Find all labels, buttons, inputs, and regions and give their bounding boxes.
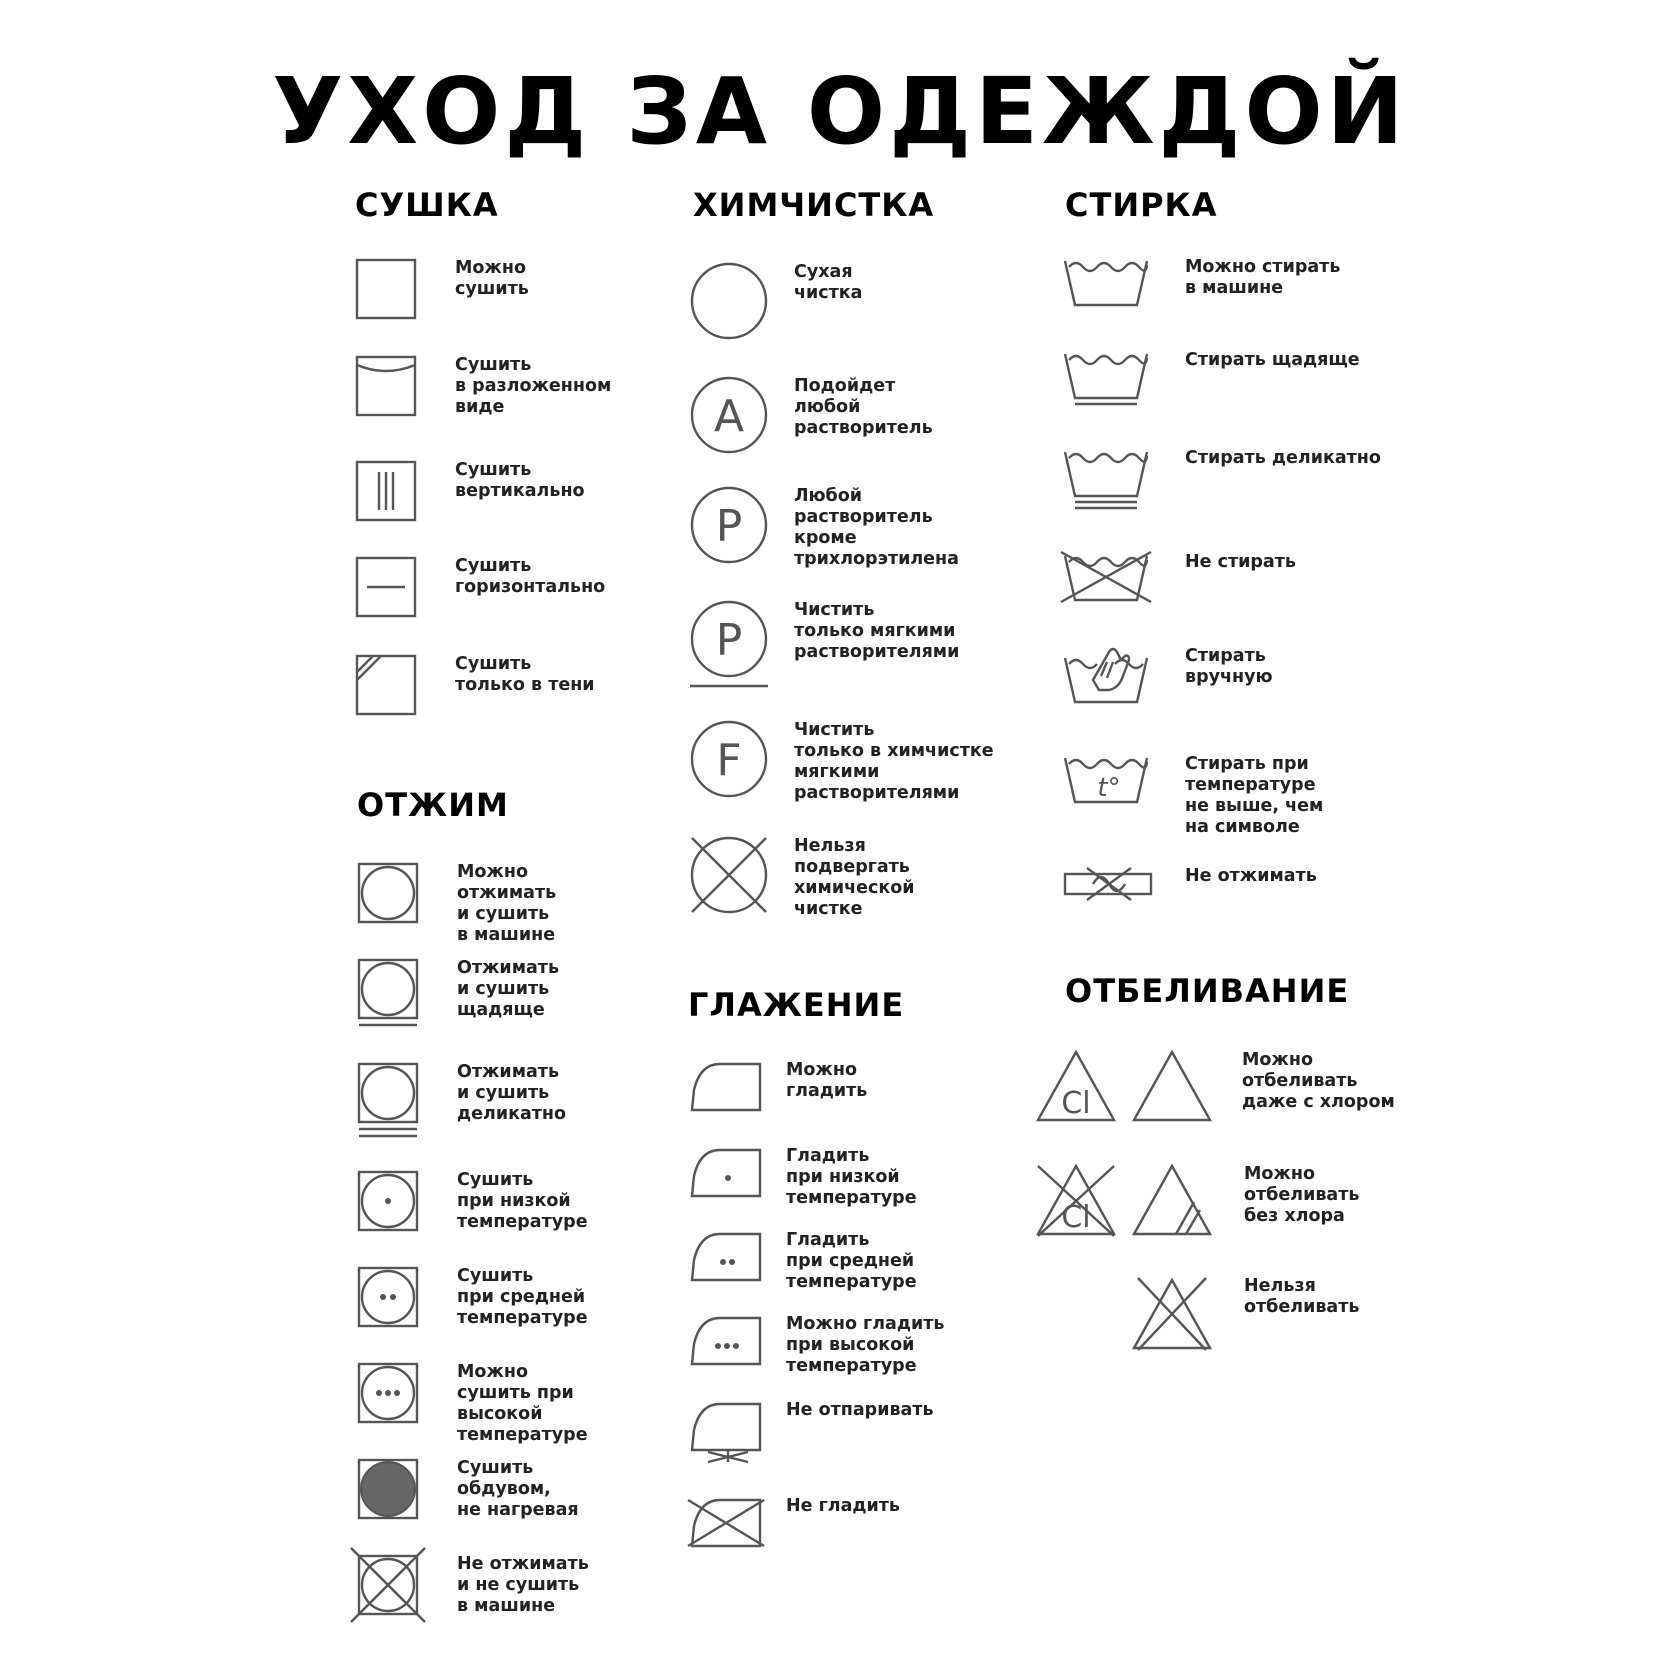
- dry-clean-p-mild-icon: [690, 600, 794, 690]
- drying-label: Сушить вертикально: [455, 460, 585, 501]
- washing-label: Стирать щадяще: [1185, 350, 1360, 370]
- wash-gentle-icon: [1063, 350, 1185, 406]
- ironing-label: Гладить при низкой температуре: [786, 1146, 917, 1208]
- drycleaning-label: Сухая чистка: [794, 262, 863, 303]
- section-title-drycleaning: ХИМЧИСТКА: [693, 186, 935, 224]
- dry-flat-lay-icon: [355, 355, 455, 417]
- tumble-dry-gentle-icon: [357, 958, 457, 1028]
- washing-label: Не стирать: [1185, 552, 1296, 572]
- drying-item-vertical: [355, 460, 585, 522]
- spin-label: Не отжимать и не сушить в машине: [457, 1554, 589, 1616]
- dry-clean-a-icon: [690, 376, 794, 454]
- washing-item-do-not: [1063, 552, 1296, 602]
- letter-f: F: [716, 735, 742, 786]
- drying-label: Сушить только в тени: [455, 654, 595, 695]
- bleaching-item-chlorine: [1036, 1050, 1395, 1122]
- wash-machine-icon: [1063, 257, 1185, 307]
- no-steam-iron-icon: [690, 1400, 786, 1464]
- section-title-bleaching: ОТБЕЛИВАНИЕ: [1065, 972, 1350, 1010]
- tumble-dry-low-icon: [357, 1170, 457, 1232]
- spin-item-gentle: [357, 958, 559, 1028]
- ironing-label: Можно гладить: [786, 1060, 868, 1101]
- spin-item-low-temp: [357, 1170, 588, 1233]
- drycleaning-item-dry-clean: [690, 262, 862, 340]
- section-title-drying: СУШКА: [355, 186, 499, 224]
- drycleaning-item-f-mild: [690, 720, 994, 804]
- iron-low-icon: [690, 1146, 786, 1198]
- dry-clean-circle-icon: [690, 262, 794, 340]
- ironing-label: Не гладить: [786, 1496, 900, 1516]
- wash-temperature-icon: [1063, 754, 1185, 804]
- spin-item-medium-temp: [357, 1266, 588, 1329]
- chlorine-symbol: Cl: [1061, 1086, 1091, 1121]
- drying-item-horizontal: [355, 556, 605, 618]
- drycleaning-item-mild-solvents: [690, 600, 959, 690]
- chlorine-symbol: Cl: [1061, 1200, 1091, 1235]
- tumble-dry-high-icon: [357, 1362, 457, 1424]
- spin-label: Сушить обдувом, не нагревая: [457, 1458, 579, 1520]
- do-not-tumble-dry-icon: [357, 1554, 457, 1616]
- bleaching-label: Нельзя отбеливать: [1244, 1276, 1360, 1317]
- non-chlorine-bleach-icon: [1132, 1164, 1244, 1236]
- wash-delicate-icon: [1063, 448, 1185, 510]
- do-not-iron-icon: [690, 1496, 786, 1548]
- letter-a: A: [713, 391, 745, 442]
- letter-p: P: [715, 615, 743, 666]
- ironing-label: Гладить при средней температуре: [786, 1230, 917, 1292]
- ironing-label: Не отпаривать: [786, 1400, 934, 1420]
- page-title: УХОД ЗА ОДЕЖДОЙ: [272, 58, 1408, 165]
- bleaching-label: Можно отбеливать без хлора: [1244, 1164, 1360, 1226]
- drycleaning-item-do-not: [690, 836, 915, 920]
- spin-label: Отжимать и сушить деликатно: [457, 1062, 567, 1124]
- ironing-item-high-temp: [690, 1314, 944, 1377]
- temperature-symbol: t°: [1097, 773, 1121, 803]
- tumble-dry-icon: [357, 862, 457, 924]
- hand-wash-icon: [1063, 646, 1185, 704]
- drycleaning-item-except-trichloroethylene: [690, 486, 959, 570]
- letter-p: P: [715, 501, 743, 552]
- dry-clean-f-icon: [690, 720, 794, 798]
- ironing-item-no-steam: [690, 1400, 934, 1464]
- bleach-chlorine-icon: [1036, 1050, 1132, 1122]
- dry-clean-p-icon: [690, 486, 794, 564]
- washing-item-gentle: [1063, 350, 1360, 406]
- drycleaning-item-any-solvent: [690, 376, 933, 454]
- spin-label: Сушить при средней температуре: [457, 1266, 588, 1328]
- dry-horizontal-icon: [355, 556, 455, 618]
- spin-item-no-heat: [357, 1458, 579, 1521]
- drying-item-flat-lay: [355, 355, 611, 418]
- do-not-bleach-icon: [1132, 1276, 1244, 1352]
- drycleaning-label: Любой растворитель кроме трихлорэтилена: [794, 486, 959, 569]
- spin-label: Можно отжимать и сушить в машине: [457, 862, 557, 945]
- spin-item-delicate: [357, 1062, 566, 1140]
- tumble-dry-medium-icon: [357, 1266, 457, 1328]
- square-icon: [355, 258, 455, 320]
- ironing-label: Можно гладить при высокой температуре: [786, 1314, 945, 1376]
- ironing-item-low-temp: [690, 1146, 917, 1209]
- section-title-ironing: ГЛАЖЕНИЕ: [688, 986, 905, 1024]
- washing-label: Стирать при температуре не выше, чем на символе: [1185, 754, 1324, 837]
- iron-icon: [690, 1060, 786, 1112]
- drying-item-can-dry: [355, 258, 529, 320]
- dry-vertical-icon: [355, 460, 455, 522]
- tumble-dry-delicate-icon: [357, 1062, 457, 1140]
- washing-item-machine: [1063, 257, 1340, 307]
- drycleaning-label: Чистить только мягкими растворителями: [794, 600, 960, 662]
- washing-item-delicate: [1063, 448, 1381, 510]
- bleach-icon: [1132, 1050, 1242, 1122]
- washing-item-hand: [1063, 646, 1273, 704]
- spin-item-high-temp: [357, 1362, 588, 1446]
- drying-label: Сушить в разложенном виде: [455, 355, 612, 417]
- spin-label: Можно сушить при высокой температуре: [457, 1362, 588, 1445]
- spin-label: Сушить при низкой температуре: [457, 1170, 588, 1232]
- iron-medium-icon: [690, 1230, 786, 1282]
- bleaching-item-non-chlorine: [1036, 1164, 1359, 1236]
- spin-label: Отжимать и сушить щадяще: [457, 958, 560, 1020]
- bleaching-label: Можно отбеливать даже с хлором: [1242, 1050, 1395, 1112]
- section-title-washing: СТИРКА: [1065, 186, 1218, 224]
- washing-label: Стирать деликатно: [1185, 448, 1381, 468]
- no-chlorine-bleach-icon: [1036, 1164, 1132, 1236]
- ironing-item-can-iron: [690, 1060, 867, 1112]
- do-not-dry-clean-icon: [690, 836, 794, 914]
- washing-label: Можно стирать в машине: [1185, 257, 1341, 298]
- ironing-item-medium-temp: [690, 1230, 917, 1293]
- do-not-wring-icon: [1063, 866, 1185, 902]
- washing-label: Не отжимать: [1185, 866, 1317, 886]
- drycleaning-label: Подойдет любой растворитель: [794, 376, 933, 438]
- drying-item-shade: [355, 654, 595, 716]
- drying-label: Можно сушить: [455, 258, 529, 299]
- drying-label: Сушить горизонтально: [455, 556, 606, 597]
- iron-high-icon: [690, 1314, 786, 1366]
- washing-item-no-wring: [1063, 866, 1317, 902]
- spin-item-do-not: [357, 1554, 589, 1617]
- spin-item-machine: [357, 862, 556, 946]
- washing-item-temperature: [1063, 754, 1323, 838]
- washing-label: Стирать вручную: [1185, 646, 1273, 687]
- dry-shade-icon: [355, 654, 455, 716]
- drycleaning-label: Нельзя подвергать химической чистке: [794, 836, 915, 919]
- drycleaning-label: Чистить только в химчистке мягкими растворителями: [794, 720, 994, 803]
- ironing-item-do-not: [690, 1496, 900, 1548]
- do-not-wash-icon: [1063, 552, 1185, 602]
- tumble-dry-no-heat-icon: [357, 1458, 457, 1520]
- section-title-spin: ОТЖИМ: [357, 786, 509, 824]
- bleaching-item-do-not: [1132, 1276, 1359, 1352]
